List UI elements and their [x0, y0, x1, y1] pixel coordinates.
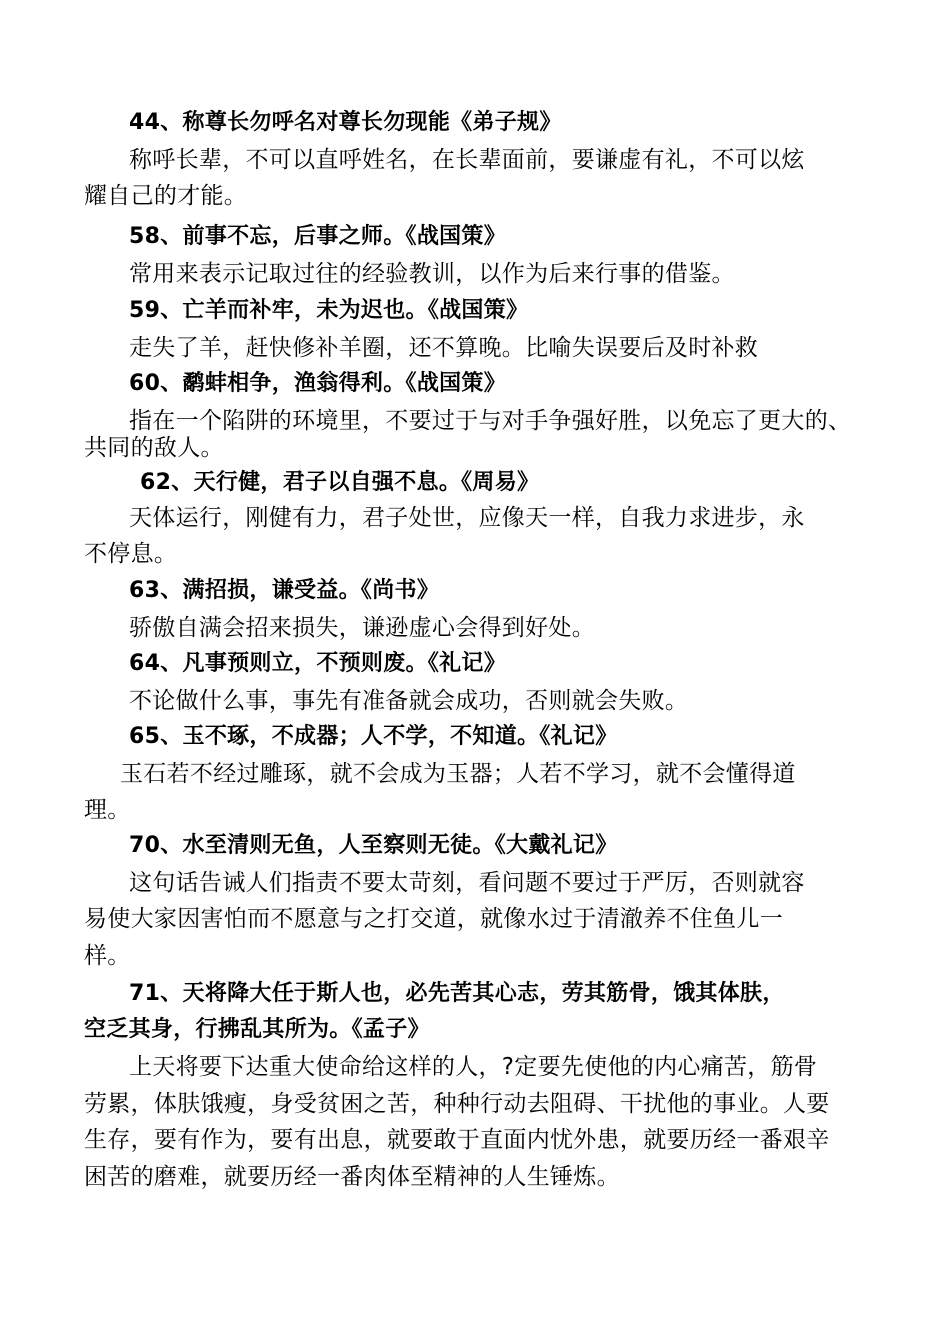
entry-59-line-1: 走失了羊，赶快修补羊圈，还不算晚。比喻失误要后及时补救: [129, 335, 759, 361]
entry-71-line-4: 困苦的磨难，就要历经一番肉体至精神的人生锤炼。: [84, 1164, 620, 1190]
entry-65-line-1: 玉石若不经过雕琢，就不会成为玉器；人若不学习，就不会懂得道: [120, 761, 796, 787]
entry-60-line-1: 指在一个陷阱的环境里，不要过于与对手争强好胜，以免忘了更大的、: [129, 408, 852, 434]
entry-62-title: 62、天行健，君子以自强不息。《周易》: [140, 470, 540, 495]
entry-64-line-1: 不论做什么事，事先有准备就会成功，否则就会失败。: [129, 688, 689, 714]
entry-70-title: 70、水至清则无鱼，人至察则无徒。《大戴礼记》: [129, 833, 618, 858]
entry-58-line-1: 常用来表示记取过往的经验教训，以作为后来行事的借鉴。: [129, 261, 735, 287]
entry-71-line-1: 上天将要下达重大使命给这样的人，?定要先使他的内心痛苦，筋骨: [129, 1054, 818, 1080]
entry-60-line-2: 共同的敌人。: [84, 435, 224, 461]
entry-65-title: 65、玉不琢，不成器；人不学，不知道。《礼记》: [129, 724, 618, 749]
entry-64-title: 64、凡事预则立，不预则废。《礼记》: [129, 651, 507, 676]
entry-58-title: 58、前事不忘，后事之师。《战国策》: [129, 224, 507, 249]
entry-71-line-2: 劳累，体肤饿瘦，身受贫困之苦，种种行动去阻碍、干扰他的事业。人要: [84, 1091, 830, 1117]
entry-44-line-2: 耀自己的才能。: [84, 183, 248, 209]
entry-65-line-2: 理。: [84, 797, 131, 823]
entry-71-title: 71、天将降大任于斯人也，必先苦其心志，劳其筋骨，饿其体肤，: [129, 981, 785, 1006]
entry-70-line-2: 易使大家因害怕而不愿意与之打交道，就像水过于清澈养不住鱼儿一: [84, 906, 783, 932]
entry-70-line-3: 样。: [84, 943, 131, 969]
entry-70-line-1: 这句话告诫人们指责不要太苛刻，看问题不要过于严厉，否则就容: [129, 870, 805, 896]
entry-63-title: 63、满招损，谦受益。《尚书》: [129, 578, 440, 603]
entry-59-title: 59、亡羊而补牢，未为迟也。《战国策》: [129, 298, 529, 323]
entry-71-title-continued: 空乏其身，行拂乱其所为。《孟子》: [84, 1017, 430, 1042]
entry-44-line-1: 称呼长辈，不可以直呼姓名，在长辈面前，要谦虚有礼，不可以炫: [129, 147, 805, 173]
entry-62-line-1: 天体运行，刚健有力，君子处世，应像天一样，自我力求进步，永: [129, 505, 805, 531]
entry-63-line-1: 骄傲自满会招来损失，谦逊虚心会得到好处。: [129, 615, 595, 641]
entry-60-title: 60、鹬蚌相争，渔翁得利。《战国策》: [129, 371, 507, 396]
entry-44-title: 44、称尊长勿呼名对尊长勿现能《弟子规》: [129, 110, 562, 135]
entry-62-line-2: 不停息。: [84, 541, 178, 567]
entry-71-line-3: 生存，要有作为，要有出息，就要敢于直面内忧外患，就要历经一番艰辛: [84, 1127, 830, 1153]
